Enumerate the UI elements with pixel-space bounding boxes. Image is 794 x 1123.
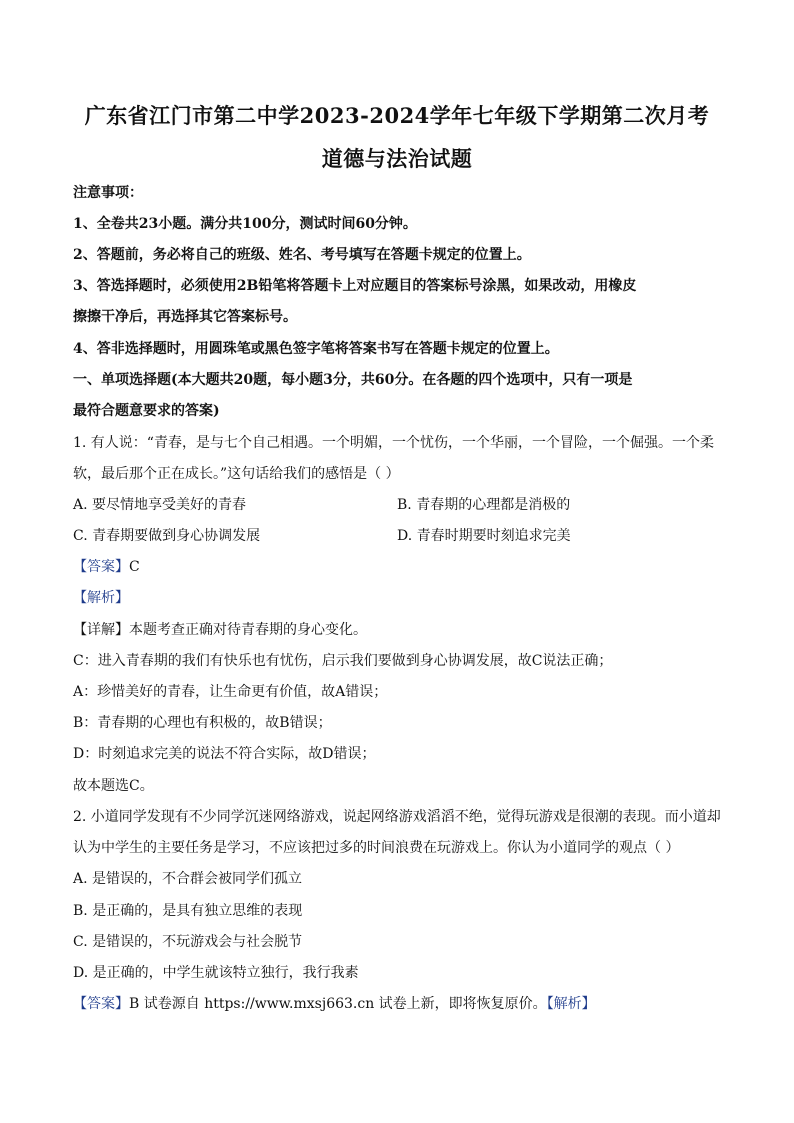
q1-detail-tag: 【详解】 <box>73 622 129 638</box>
q1-stem-cont: 软，最后那个正在成长。”这句话给我们的感悟是（ ） <box>73 466 400 482</box>
q1-option-a: A. 要尽情地享受美好的青春 <box>73 497 247 513</box>
q1-analysis-tag <box>73 587 723 607</box>
q2-footer-text: 试卷源自 https://www.mxsj663.cn 试卷上新，即将恢复原价。 <box>139 996 547 1012</box>
q1-answer-bracket-close: 】 <box>115 559 129 575</box>
notice-item-1: 1、全卷共23小题。满分共100分，测试时间60分钟。 <box>73 216 417 232</box>
q2-analysis-tag: 【解析】 <box>546 996 596 1012</box>
q1-conclusion: 故本题选C。 <box>73 778 154 794</box>
q1-analysis-label: 【解析】 <box>73 590 129 606</box>
q1-option-c: C. 青春期要做到身心协调发展 <box>73 528 261 544</box>
q1-detail-text: 本题考查正确对待青春期的身心变化。 <box>129 622 367 638</box>
exam-title: 广东省江门市第二中学2023-2024学年七年级下学期第二次月考 <box>84 103 710 128</box>
q1-answer-bracket-open: 【 <box>73 559 87 575</box>
exam-subtitle: 道德与法治试题 <box>321 146 473 171</box>
q2-option-d: D. 是正确的，中学生就该特立独行，我行我素 <box>73 965 359 981</box>
notice-heading: 注意事项： <box>73 185 143 201</box>
q1-analysis-line-1: C：进入青春期的我们有快乐也有忧伤，启示我们要做到身心协调发展，故C说法正确； <box>73 653 613 669</box>
q2-answer-tag: 【答案】 <box>73 996 129 1012</box>
q1-analysis-line-2: A：珍惜美好的青春，让生命更有价值，故A错误； <box>73 684 388 700</box>
q1-answer-tag: 答案 <box>87 559 115 575</box>
notice-item-3-cont: 擦擦干净后，再选择其它答案标号。 <box>73 309 297 325</box>
notice-item-4: 4、答非选择题时，用圆珠笔或黑色签字笔将答案书写在答题卡规定的位置上。 <box>73 341 559 357</box>
q1-analysis-line-4: D：时刻追求完美的说法不符合实际，故D错误； <box>73 746 376 762</box>
notice-item-3: 3、答选择题时，必须使用2B铅笔将答题卡上对应题目的答案标号涂黑，如果改动，用橡皮 <box>73 278 637 294</box>
q1-stem: 1. 有人说：“青春，是与七个自己相遇。一个明媚，一个忧伤，一个华丽，一个冒险，一个倔强。一个柔 <box>73 435 714 451</box>
q1-answer-value: C <box>129 559 140 575</box>
q2-stem: 2. 小道同学发现有不少同学沉迷网络游戏，说起网络游戏滔滔不绝，觉得玩游戏是很潮的表现。而小道却 <box>73 809 721 825</box>
q2-stem-cont: 认为中学生的主要任务是学习，不应该把过多的时间浪费在玩游戏上。你认为小道同学的观点（ ） <box>73 840 680 856</box>
q1-answer <box>73 556 723 576</box>
notice-item-2: 2、答题前，务必将自己的班级、姓名、考号填写在答题卡规定的位置上。 <box>73 247 531 263</box>
q2-answer-value: B <box>129 996 140 1012</box>
q2-option-a: A. 是错误的，不合群会被同学们孤立 <box>73 871 303 887</box>
q2-answer <box>73 993 723 1013</box>
q1-detail <box>73 619 723 639</box>
section-heading: 一、单项选择题(本大题共20题，每小题3分，共60分。在各题的四个选项中，只有一项是 <box>73 372 633 388</box>
q1-option-b: B. 青春期的心理都是消极的 <box>397 497 571 513</box>
q1-option-d: D. 青春时期要时刻追求完美 <box>397 528 571 544</box>
section-heading-cont: 最符合题意要求的答案) <box>73 403 220 419</box>
q2-option-b: B. 是正确的，是具有独立思维的表现 <box>73 903 303 919</box>
q2-option-c: C. 是错误的，不玩游戏会与社会脱节 <box>73 934 303 950</box>
q1-analysis-line-3: B：青春期的心理也有积极的，故B错误； <box>73 715 332 731</box>
